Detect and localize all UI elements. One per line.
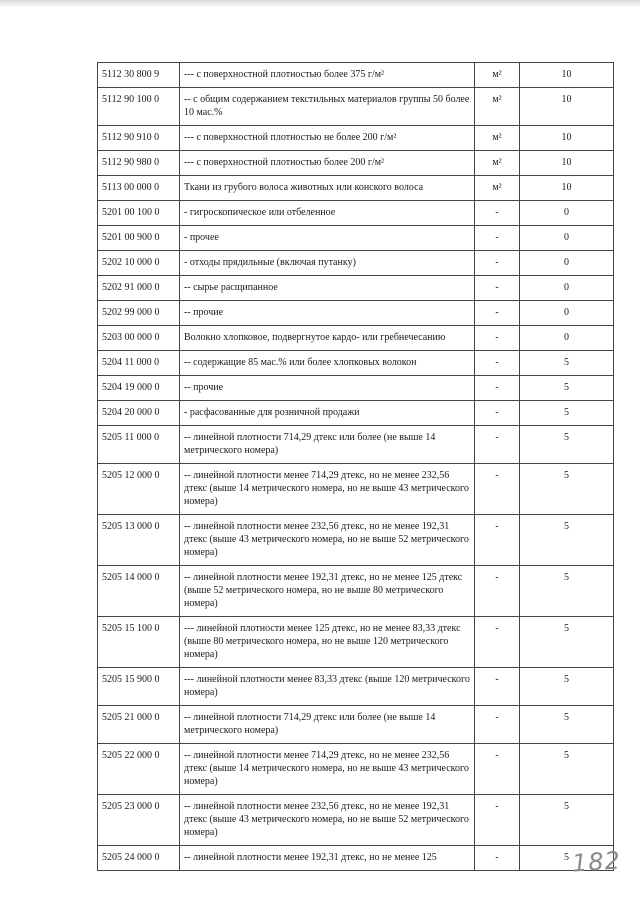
tariff-code: 5202 10 000 0 <box>98 251 180 276</box>
goods-description: -- прочие <box>180 301 475 326</box>
table-row <box>98 276 614 301</box>
table-row <box>98 351 614 376</box>
tariff-code: 5205 15 900 0 <box>98 668 180 706</box>
duty-rate: 10 <box>520 176 614 201</box>
table-row <box>98 251 614 276</box>
tariff-code: 5202 99 000 0 <box>98 301 180 326</box>
table-row <box>98 426 614 464</box>
table-row <box>98 201 614 226</box>
duty-rate: 0 <box>520 301 614 326</box>
goods-description: --- линейной плотности менее 125 дтекс, но не менее 83,33 дтекс (выше 80 метрического номера, но не выше 120 метрического номера) <box>180 617 475 668</box>
unit-of-measure: - <box>475 276 520 301</box>
duty-rate: 5 <box>520 351 614 376</box>
tariff-code: 5204 20 000 0 <box>98 401 180 426</box>
table-row <box>98 744 614 795</box>
table-row <box>98 176 614 201</box>
unit-of-measure: - <box>475 744 520 795</box>
unit-of-measure: - <box>475 426 520 464</box>
goods-description: -- линейной плотности менее 714,29 дтекс, но не менее 232,56 дтекс (выше 14 метрического номера, но не выше 43 метрического номера) <box>180 464 475 515</box>
unit-of-measure: - <box>475 515 520 566</box>
unit-of-measure: - <box>475 566 520 617</box>
unit-of-measure: - <box>475 201 520 226</box>
tariff-code: 5112 90 100 0 <box>98 88 180 126</box>
table-row <box>98 63 614 88</box>
table-row <box>98 301 614 326</box>
table-row <box>98 846 614 871</box>
unit-of-measure: м² <box>475 88 520 126</box>
handwritten-page-number: 182 <box>571 846 622 878</box>
duty-rate: 0 <box>520 226 614 251</box>
table-row <box>98 401 614 426</box>
duty-rate: 0 <box>520 201 614 226</box>
duty-rate: 10 <box>520 63 614 88</box>
table-row <box>98 515 614 566</box>
unit-of-measure: - <box>475 401 520 426</box>
goods-description: -- сырье расщипанное <box>180 276 475 301</box>
duty-rate: 5 <box>520 668 614 706</box>
tariff-code: 5204 11 000 0 <box>98 351 180 376</box>
tariff-code: 5205 24 000 0 <box>98 846 180 871</box>
unit-of-measure: м² <box>475 176 520 201</box>
tariff-code: 5203 00 000 0 <box>98 326 180 351</box>
duty-rate: 5 <box>520 706 614 744</box>
tariff-code: 5113 00 000 0 <box>98 176 180 201</box>
table-row <box>98 151 614 176</box>
tariff-code: 5202 91 000 0 <box>98 276 180 301</box>
goods-description: Волокно хлопковое, подвергнутое кардо- или гребнечесанию <box>180 326 475 351</box>
tariff-code: 5205 15 100 0 <box>98 617 180 668</box>
duty-rate: 10 <box>520 151 614 176</box>
duty-rate: 5 <box>520 515 614 566</box>
unit-of-measure: - <box>475 668 520 706</box>
table-row <box>98 795 614 846</box>
goods-description: -- линейной плотности менее 232,56 дтекс, но не менее 192,31 дтекс (выше 43 метрического номера, но не выше 52 метрического номера) <box>180 515 475 566</box>
goods-description: --- с поверхностной плотностью более 200 г/м² <box>180 151 475 176</box>
goods-description: -- прочие <box>180 376 475 401</box>
duty-rate: 5 <box>520 566 614 617</box>
tariff-code: 5112 30 800 9 <box>98 63 180 88</box>
goods-description: --- с поверхностной плотностью более 375 г/м² <box>180 63 475 88</box>
tariff-table <box>97 62 614 871</box>
goods-description: -- линейной плотности 714,29 дтекс или более (не выше 14 метрического номера) <box>180 706 475 744</box>
table-row <box>98 668 614 706</box>
goods-description: -- с общим содержанием текстильных материалов группы 50 более 10 мас.% <box>180 88 475 126</box>
page-top-shadow <box>0 0 640 8</box>
goods-description: -- линейной плотности менее 192,31 дтекс, но не менее 125 дтекс (выше 52 метрического номера, но не выше 80 метрического номера) <box>180 566 475 617</box>
unit-of-measure: - <box>475 251 520 276</box>
unit-of-measure: - <box>475 326 520 351</box>
unit-of-measure: - <box>475 795 520 846</box>
table-row <box>98 706 614 744</box>
goods-description: -- линейной плотности менее 714,29 дтекс, но не менее 232,56 дтекс (выше 14 метрического номера, но не выше 43 метрического номера) <box>180 744 475 795</box>
goods-description: -- линейной плотности 714,29 дтекс или более (не выше 14 метрического номера) <box>180 426 475 464</box>
tariff-table-body <box>98 63 614 871</box>
tariff-code: 5205 21 000 0 <box>98 706 180 744</box>
tariff-code: 5205 14 000 0 <box>98 566 180 617</box>
duty-rate: 0 <box>520 251 614 276</box>
unit-of-measure: - <box>475 464 520 515</box>
unit-of-measure: м² <box>475 126 520 151</box>
tariff-code: 5112 90 910 0 <box>98 126 180 151</box>
goods-description: --- линейной плотности менее 83,33 дтекс (выше 120 метрического номера) <box>180 668 475 706</box>
table-row <box>98 617 614 668</box>
duty-rate: 5 <box>520 846 614 871</box>
goods-description: - прочее <box>180 226 475 251</box>
goods-description: - отходы прядильные (включая путанку) <box>180 251 475 276</box>
goods-description: --- с поверхностной плотностью не более 200 г/м² <box>180 126 475 151</box>
unit-of-measure: - <box>475 301 520 326</box>
tariff-code: 5205 23 000 0 <box>98 795 180 846</box>
unit-of-measure: - <box>475 846 520 871</box>
table-row <box>98 226 614 251</box>
unit-of-measure: - <box>475 376 520 401</box>
tariff-code: 5205 13 000 0 <box>98 515 180 566</box>
tariff-code: 5201 00 100 0 <box>98 201 180 226</box>
duty-rate: 10 <box>520 126 614 151</box>
table-row <box>98 88 614 126</box>
duty-rate: 10 <box>520 88 614 126</box>
unit-of-measure: - <box>475 351 520 376</box>
goods-description: -- линейной плотности менее 232,56 дтекс, но не менее 192,31 дтекс (выше 43 метрического номера, но не выше 52 метрического номера) <box>180 795 475 846</box>
tariff-code: 5205 11 000 0 <box>98 426 180 464</box>
duty-rate: 5 <box>520 617 614 668</box>
tariff-code: 5201 00 900 0 <box>98 226 180 251</box>
tariff-code: 5112 90 980 0 <box>98 151 180 176</box>
goods-description: - расфасованные для розничной продажи <box>180 401 475 426</box>
duty-rate: 5 <box>520 464 614 515</box>
table-row <box>98 326 614 351</box>
duty-rate: 5 <box>520 795 614 846</box>
table-row <box>98 126 614 151</box>
duty-rate: 0 <box>520 326 614 351</box>
goods-description: -- линейной плотности менее 192,31 дтекс, но не менее 125 <box>180 846 475 871</box>
table-row <box>98 464 614 515</box>
duty-rate: 0 <box>520 276 614 301</box>
unit-of-measure: м² <box>475 151 520 176</box>
unit-of-measure: - <box>475 706 520 744</box>
table-row <box>98 566 614 617</box>
goods-description: - гигроскопическое или отбеленное <box>180 201 475 226</box>
tariff-code: 5204 19 000 0 <box>98 376 180 401</box>
tariff-code: 5205 12 000 0 <box>98 464 180 515</box>
duty-rate: 5 <box>520 426 614 464</box>
unit-of-measure: - <box>475 226 520 251</box>
duty-rate: 5 <box>520 401 614 426</box>
duty-rate: 5 <box>520 376 614 401</box>
goods-description: Ткани из грубого волоса животных или конского волоса <box>180 176 475 201</box>
tariff-code: 5205 22 000 0 <box>98 744 180 795</box>
unit-of-measure: - <box>475 617 520 668</box>
unit-of-measure: м² <box>475 63 520 88</box>
goods-description: -- содержащие 85 мас.% или более хлопковых волокон <box>180 351 475 376</box>
duty-rate: 5 <box>520 744 614 795</box>
table-row <box>98 376 614 401</box>
